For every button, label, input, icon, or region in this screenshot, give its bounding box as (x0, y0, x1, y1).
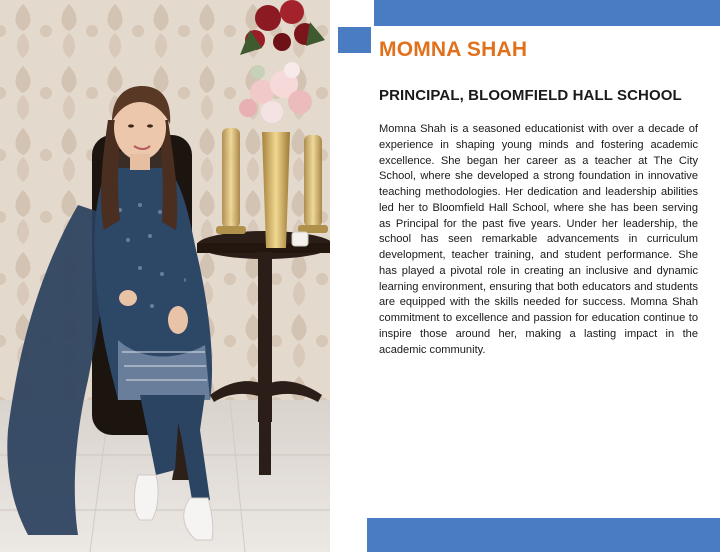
accent-square (338, 27, 371, 53)
profile-title: PRINCIPAL, BLOOMFIELD HALL SCHOOL (379, 87, 682, 104)
portrait-photo (0, 0, 330, 552)
profile-name: MOMNA SHAH (379, 38, 528, 61)
top-accent-bar (374, 0, 720, 26)
profile-bio: Momna Shah is a seasoned educationist with over a decade of experience in shaping young minds and fostering academic excellence. She began her career as a teacher at The City School, where she developed a strong foundation in innovative teaching methodologies. Her dedication and leadership abilities led her to Bloomfield Hall School, where she has been serving as Principal for the past five years. Under her leadership, the school has seen remarkable advancements in curriculum development, teacher training, and student performance. She has played a pivotal role in creating an inclusive and dynamic learning environment, ensuring that both educators and students are equipped with the skills needed for success. Momna Shah commitment to excellence and passion for education continue to inspire those around her, making a lasting impact in the academic community. (379, 123, 698, 356)
bottom-accent-bar (367, 518, 720, 552)
